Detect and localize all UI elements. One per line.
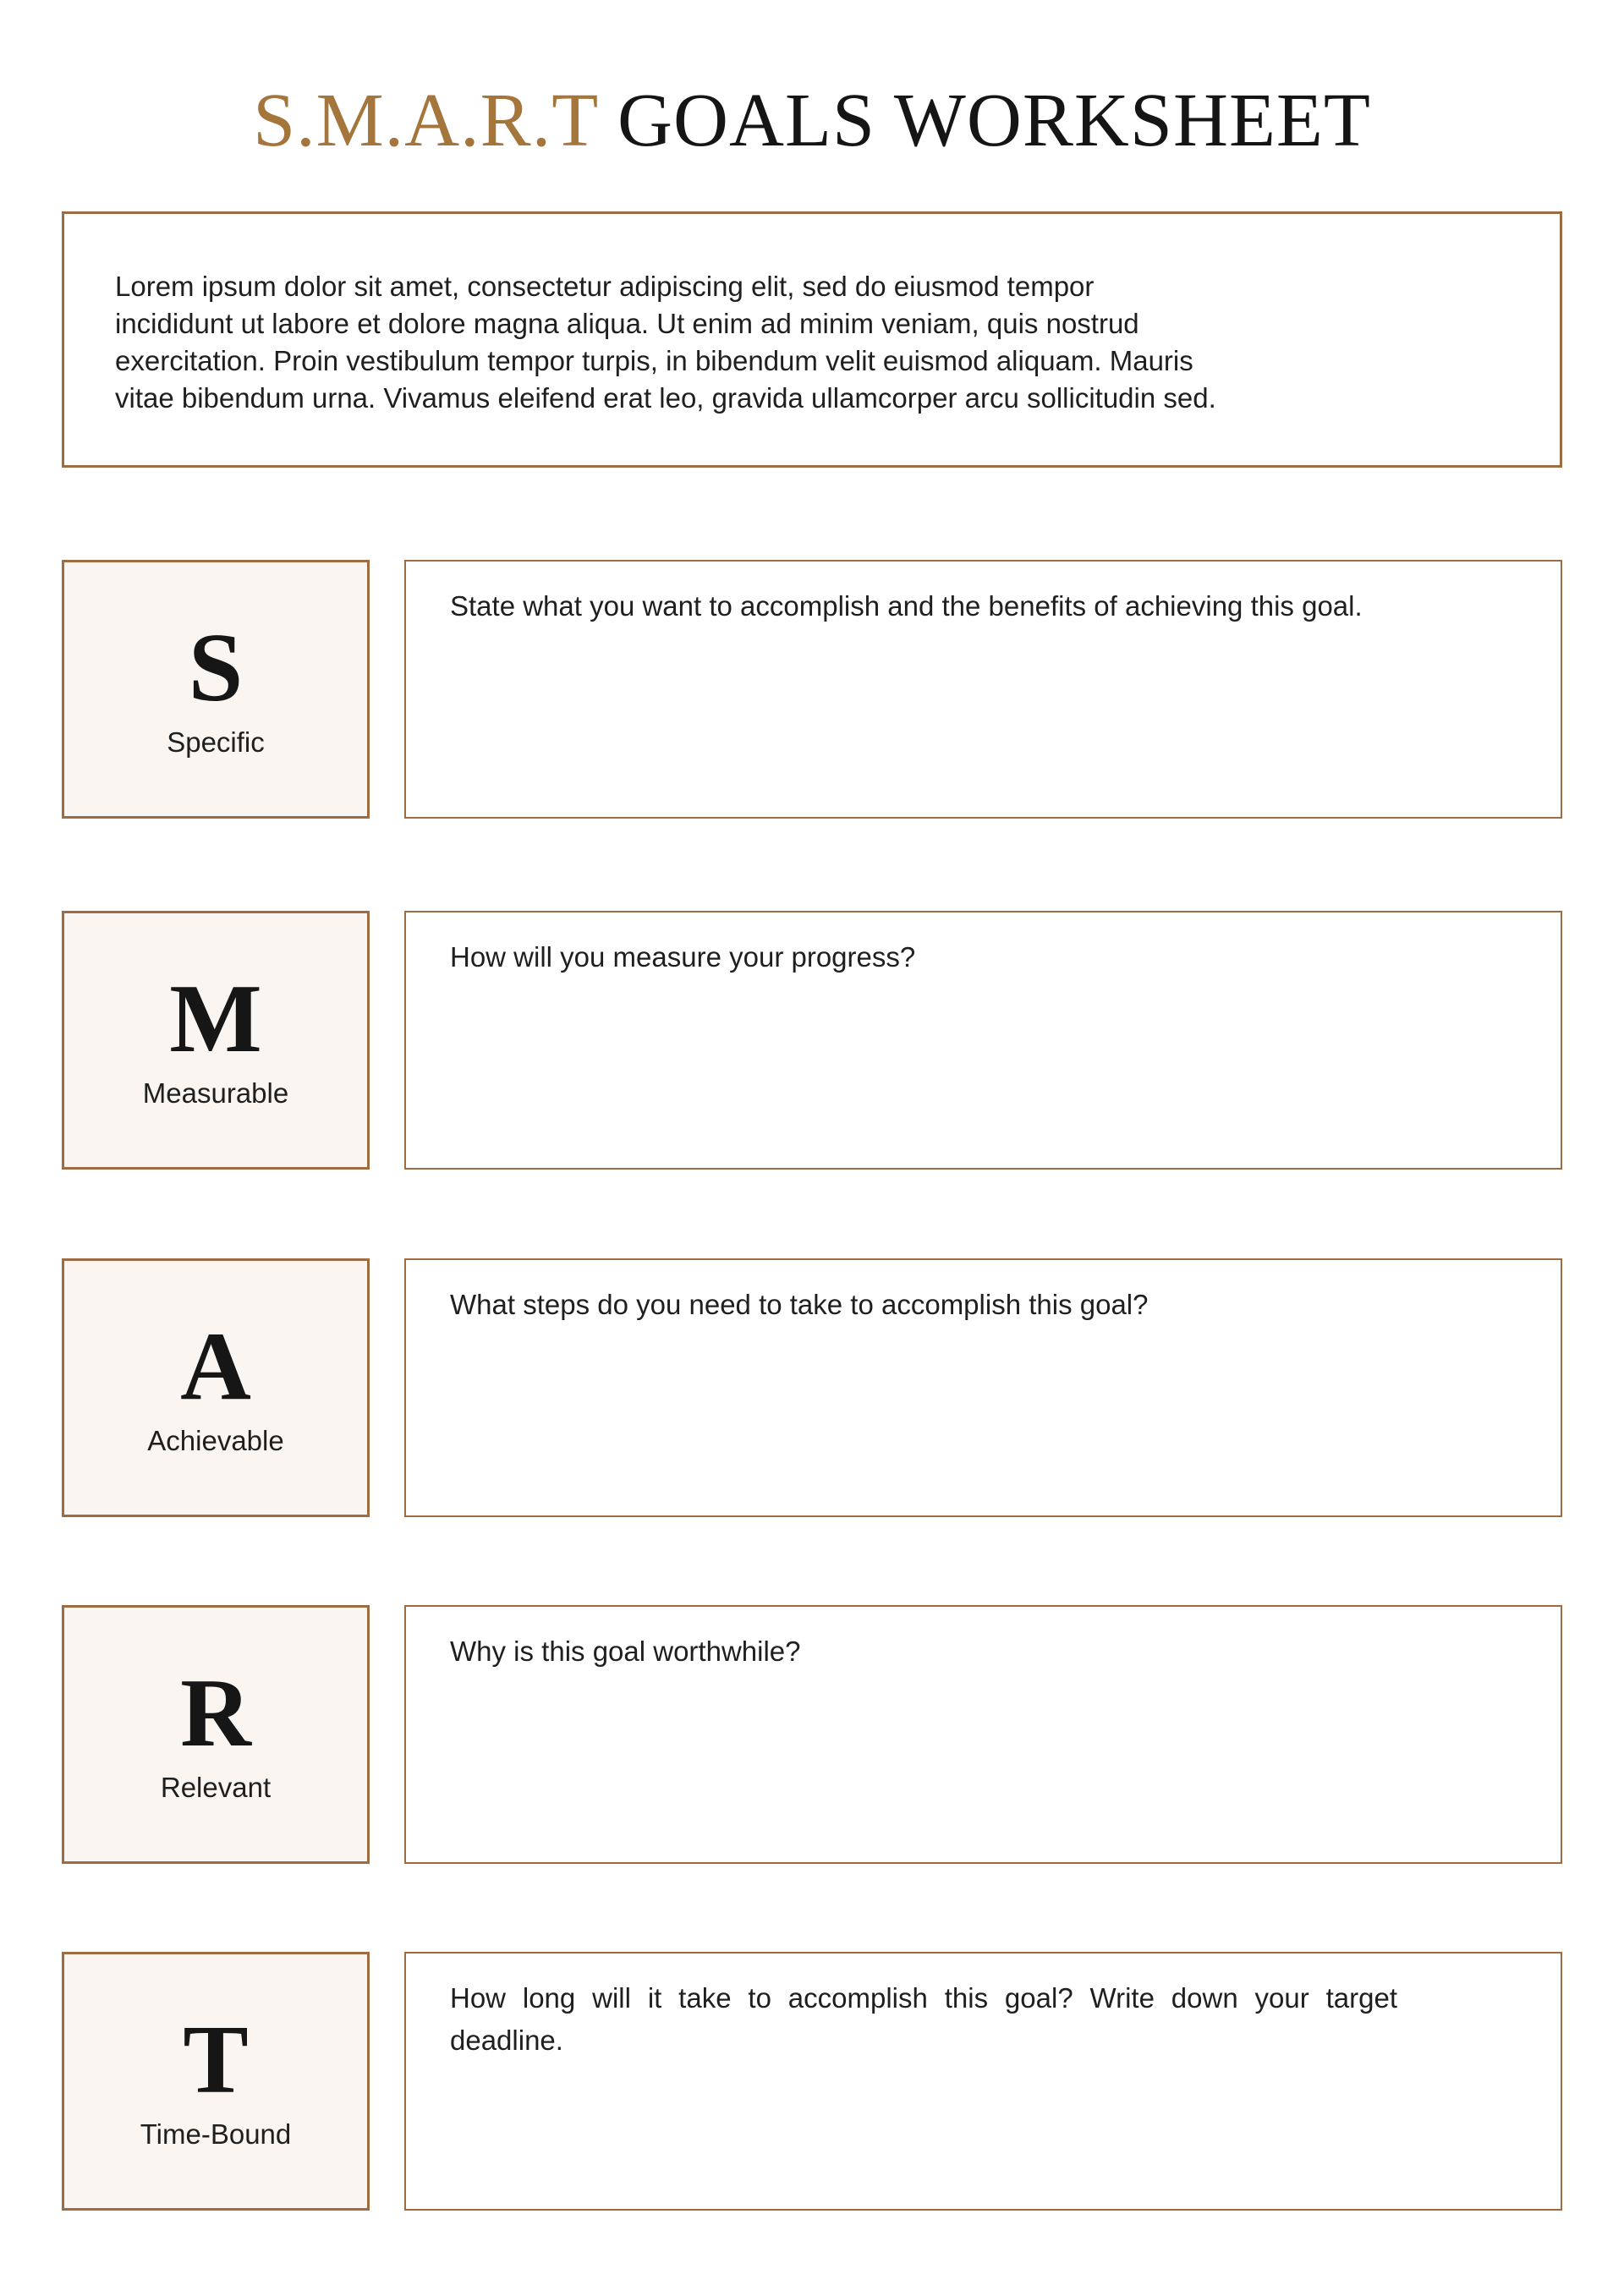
letter-box-relevant bbox=[62, 1605, 370, 1864]
prompt-text-specific: State what you want to accomplish and the benefits of achieving this goal. bbox=[450, 590, 1363, 622]
letter-label-achievable: Achievable bbox=[147, 1425, 284, 1457]
page-title bbox=[0, 79, 1624, 162]
letter-label-time-bound: Time-Bound bbox=[140, 2118, 292, 2151]
prompt-text-time-bound: How long will it take to accomplish this goal? Write down your target deadline. bbox=[450, 1982, 1397, 2056]
letter-label-specific: Specific bbox=[167, 726, 265, 759]
letter-label-measurable: Measurable bbox=[142, 1077, 289, 1110]
prompt-text-achievable: What steps do you need to take to accomplish this goal? bbox=[450, 1289, 1149, 1320]
page-title-rest: GOALS WORKSHEET bbox=[597, 79, 1371, 162]
intro-line: Lorem ipsum dolor sit amet, consectetur adipiscing elit, sed do eiusmod tempor bbox=[115, 270, 1095, 302]
section-time-bound bbox=[62, 1952, 1562, 2211]
prompt-text-measurable: How will you measure your progress? bbox=[450, 941, 916, 973]
letter-box-measurable bbox=[62, 911, 370, 1170]
letter-box-achievable bbox=[62, 1258, 370, 1517]
intro-line: exercitation. Proin vestibulum tempor turpis, in bibendum velit euismod aliquam. Mauris bbox=[115, 344, 1193, 376]
section-measurable bbox=[62, 911, 1562, 1170]
section-achievable bbox=[62, 1258, 1562, 1517]
answer-area-measurable[interactable] bbox=[404, 911, 1562, 1170]
letter-a: A bbox=[180, 1312, 251, 1422]
section-specific bbox=[62, 560, 1562, 819]
answer-area-specific[interactable] bbox=[404, 560, 1562, 819]
prompt-text-relevant: Why is this goal worthwhile? bbox=[450, 1636, 801, 1667]
intro-line: incididunt ut labore et dolore magna aliqua. Ut enim ad minim veniam, quis nostrud bbox=[115, 307, 1139, 339]
letter-r: R bbox=[180, 1659, 251, 1768]
answer-area-time-bound[interactable] bbox=[404, 1952, 1562, 2211]
intro-box bbox=[62, 211, 1562, 468]
letter-label-relevant: Relevant bbox=[160, 1772, 272, 1804]
letter-m: M bbox=[169, 965, 262, 1074]
page-title-accent: S.M.A.R.T bbox=[253, 79, 598, 162]
letter-box-specific bbox=[62, 560, 370, 819]
letter-box-time-bound bbox=[62, 1952, 370, 2211]
intro-line: vitae bibendum urna. Vivamus eleifend erat leo, gravida ullamcorper arcu sollicitudin sed. bbox=[115, 381, 1216, 414]
letter-s: S bbox=[188, 614, 244, 723]
section-relevant bbox=[62, 1605, 1562, 1864]
answer-area-achievable[interactable] bbox=[404, 1258, 1562, 1517]
answer-area-relevant[interactable] bbox=[404, 1605, 1562, 1864]
letter-t: T bbox=[183, 2006, 249, 2115]
